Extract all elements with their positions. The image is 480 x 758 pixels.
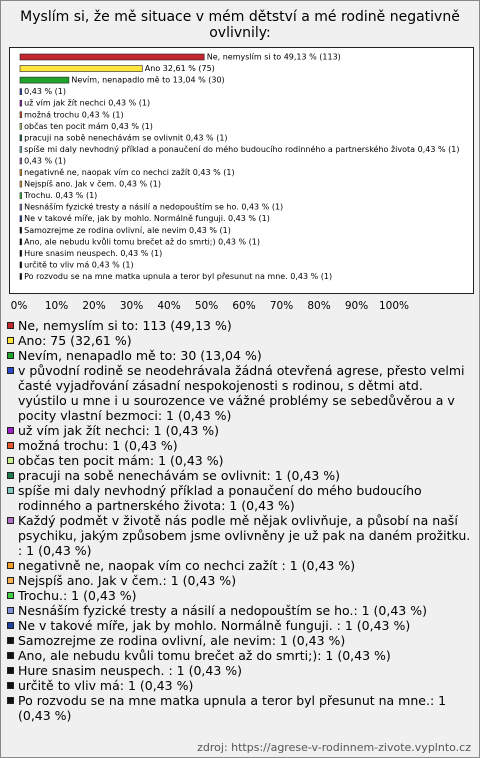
legend-text: už vím jak žít nechci: 1 (0,43 %) (18, 423, 220, 438)
bar-label-1: Ano 32,61 % (75) (144, 64, 215, 74)
x-tick-label: 70% (269, 300, 294, 312)
bar-label-6: občas ten pocit mám 0,43 % (1) (24, 121, 153, 131)
legend-text: Ne, nemyslím si to: 113 (49,13 %) (18, 318, 232, 333)
bar-label-3: 0,43 % (1) (24, 87, 66, 97)
legend-item (7, 483, 473, 513)
bar-16 (20, 239, 22, 245)
legend-swatch (7, 337, 14, 344)
x-tick-label: 0% (10, 300, 28, 312)
legend-text: Ano: 75 (32,61 %) (18, 333, 132, 348)
legend-text: Po rozvodu se na mne matka upnula a teror byl přesunut na mne.: 1 (0,43 %) (18, 693, 447, 723)
bar-5 (20, 112, 22, 118)
legend-item (7, 618, 473, 633)
legend-swatch (7, 352, 14, 359)
legend-text: možná trochu: 1 (0,43 %) (18, 438, 178, 453)
bar-7 (20, 135, 22, 141)
legend-swatch (7, 667, 14, 674)
x-tick-label: 40% (157, 300, 181, 312)
legend-swatch (7, 517, 14, 524)
bar-19 (20, 273, 22, 279)
legend-item (7, 453, 473, 468)
x-tick-label: 50% (194, 300, 219, 312)
legend-swatch (7, 472, 14, 479)
legend-item (7, 693, 473, 723)
legend-item (7, 318, 473, 333)
bar-2 (20, 77, 69, 83)
bar-label-2: Nevím, nenapadlo mě to 13,04 % (30) (71, 75, 225, 85)
legend-text: občas ten pocit mám: 1 (0,43 %) (18, 453, 224, 468)
legend-text: Samozrejme ze rodina ovlivní, ale nevim: 1 (0,43 %) (18, 633, 346, 648)
legend-swatch (7, 577, 14, 584)
legend-text: spíše mi daly nevhodný příklad a ponaučení do mého budoucího rodinného a partnerského života: 1 (0,43 %) (18, 483, 422, 513)
legend-item (7, 558, 473, 573)
legend-swatch (7, 442, 14, 449)
bar-label-4: už vím jak žít nechci 0,43 % (1) (24, 98, 151, 108)
legend-text: Ano, ale nebudu kvůli tomu brečet až do smrti;): 1 (0,43 %) (18, 648, 391, 663)
bar-4 (20, 100, 22, 106)
legend-text: v původní rodině se neodehrávala žádná otevřená agrese, přesto velmi časté vyjadřování zásadní nespokojenosti s rodinou, s dětmi atd. vyústilo u mne i u sourozence ve vážné problémy se sebedůvěrou a v pocity vlastní bezmoci: 1 (0,43 %) (18, 363, 465, 423)
bar-9 (20, 158, 22, 164)
legend-text: Nevím, nenapadlo mě to: 30 (13,04 %) (18, 348, 262, 363)
legend-text: pracuji na sobě nenechávám se ovlivnit: 1 (0,43 %) (18, 468, 341, 483)
x-tick-label: 100% (378, 300, 410, 312)
bar-label-14: Ne v takové míře, jak by mohlo. Normálně funguji. 0,43 % (1) (24, 214, 270, 224)
legend-swatch (7, 682, 14, 689)
bar-label-13: Nesnáším fyzické tresty a násilí a nedopouštím se ho. 0,43 % (1) (24, 202, 284, 212)
x-tick-label: 10% (44, 300, 69, 312)
legend-swatch (7, 367, 14, 374)
legend-text: Nesnáším fyzické tresty a násilí a nedopouštím se ho.: 1 (0,43 %) (18, 603, 427, 618)
bar-8 (20, 146, 22, 152)
x-tick-label: 90% (344, 300, 369, 312)
bar-14 (20, 216, 22, 222)
legend-item (7, 348, 473, 363)
bar-label-11: Nejspíš ano. Jak v čem. 0,43 % (1) (24, 179, 161, 189)
legend-swatch (7, 322, 14, 329)
legend-swatch (7, 427, 14, 434)
legend-swatch (7, 487, 14, 494)
legend-text: Hure snasim neuspech. : 1 (0,43 %) (18, 663, 243, 678)
legend-item (7, 363, 473, 423)
bar-label-7: pracuji na sobě nenechávám se ovlivnit 0,43 % (1) (24, 133, 228, 143)
bar-12 (20, 193, 22, 199)
legend-item (7, 333, 473, 348)
bar-label-17: Hure snasim neuspech. 0,43 % (1) (24, 248, 163, 258)
source-credit: zdroj: https://agrese-v-rodinnem-zivote.vyplnto.cz (197, 741, 471, 754)
legend-swatch (7, 622, 14, 629)
x-tick-label: 30% (119, 300, 144, 312)
legend-text: Ne v takové míře, jak by mohlo. Normálně funguji. : 1 (0,43 %) (18, 618, 411, 633)
legend-item (7, 648, 473, 663)
legend-item (7, 663, 473, 678)
bar-10 (20, 170, 22, 176)
x-tick-label: 20% (82, 300, 106, 312)
legend-swatch (7, 652, 14, 659)
legend-text: Každý podmět v životě nás podle mě nějak ovlivňuje, a působí na naší psychiku, jakým způsobem jsme ovlivněny je už pak na daném prožitku. : 1 (0,43 %) (18, 513, 471, 558)
legend-item (7, 588, 473, 603)
legend-text: určitě to vliv má: 1 (0,43 %) (18, 678, 194, 693)
bar-label-18: určitě to vliv má 0,43 % (1) (24, 260, 134, 270)
bar-label-5: možná trochu 0,43 % (1) (24, 110, 124, 120)
legend-item (7, 438, 473, 453)
bar-11 (20, 181, 22, 187)
legend-swatch (7, 697, 14, 704)
legend-text: Nejspíš ano. Jak v čem.: 1 (0,43 %) (18, 573, 237, 588)
legend-item (7, 468, 473, 483)
bar-13 (20, 204, 22, 210)
legend-swatch (7, 457, 14, 464)
bar-label-10: negativně ne, naopak vím co nechci zažít 0,43 % (1) (24, 168, 235, 177)
legend-swatch (7, 592, 14, 599)
bar-18 (20, 262, 22, 268)
chart-title: Myslím si, že mě situace v mém dětství a mé rodině negativně ovlivnily: (20, 9, 460, 41)
legend-item (7, 633, 473, 648)
bar-label-12: Trochu. 0,43 % (1) (24, 191, 98, 201)
legend-text: negativně ne, naopak vím co nechci zažít : 1 (0,43 %) (18, 558, 356, 573)
bar-label-0: Ne, nemyslím si to 49,13 % (113) (206, 52, 341, 62)
bar-label-8: spíše mi daly nevhodný příklad a ponaučení do mého budoucího rodinného a partnerského života 0,43 % (1) (24, 144, 460, 154)
legend-item (7, 678, 473, 693)
legend-item (7, 423, 473, 438)
legend-swatch (7, 607, 14, 614)
bar-label-19: Po rozvodu se na mne matka upnula a teror byl přesunut na mne. 0,43 % (1) (24, 271, 333, 281)
bar-1 (20, 66, 142, 72)
x-axis (1, 293, 480, 317)
legend-text: Trochu.: 1 (0,43 %) (18, 588, 137, 603)
bar-chart-svg (10, 48, 473, 293)
legend-item (7, 603, 473, 618)
bar-17 (20, 250, 22, 256)
bar-15 (20, 227, 22, 233)
bar-0 (20, 54, 204, 60)
legend-item (7, 513, 473, 558)
plot-area (9, 47, 474, 294)
bar-label-15: Samozrejme ze rodina ovlivní, ale nevim 0,43 % (1) (24, 225, 231, 235)
bar-6 (20, 123, 22, 129)
bar-label-9: 0,43 % (1) (24, 156, 66, 166)
bar-3 (20, 89, 22, 95)
bar-label-16: Ano, ale nebudu kvůli tomu brečet až do smrti;) 0,43 % (1) (24, 237, 261, 247)
legend-swatch (7, 637, 14, 644)
x-tick-label: 80% (307, 300, 331, 312)
x-tick-label: 60% (232, 300, 256, 312)
legend-item (7, 573, 473, 588)
legend-swatch (7, 562, 14, 569)
legend (7, 318, 473, 723)
